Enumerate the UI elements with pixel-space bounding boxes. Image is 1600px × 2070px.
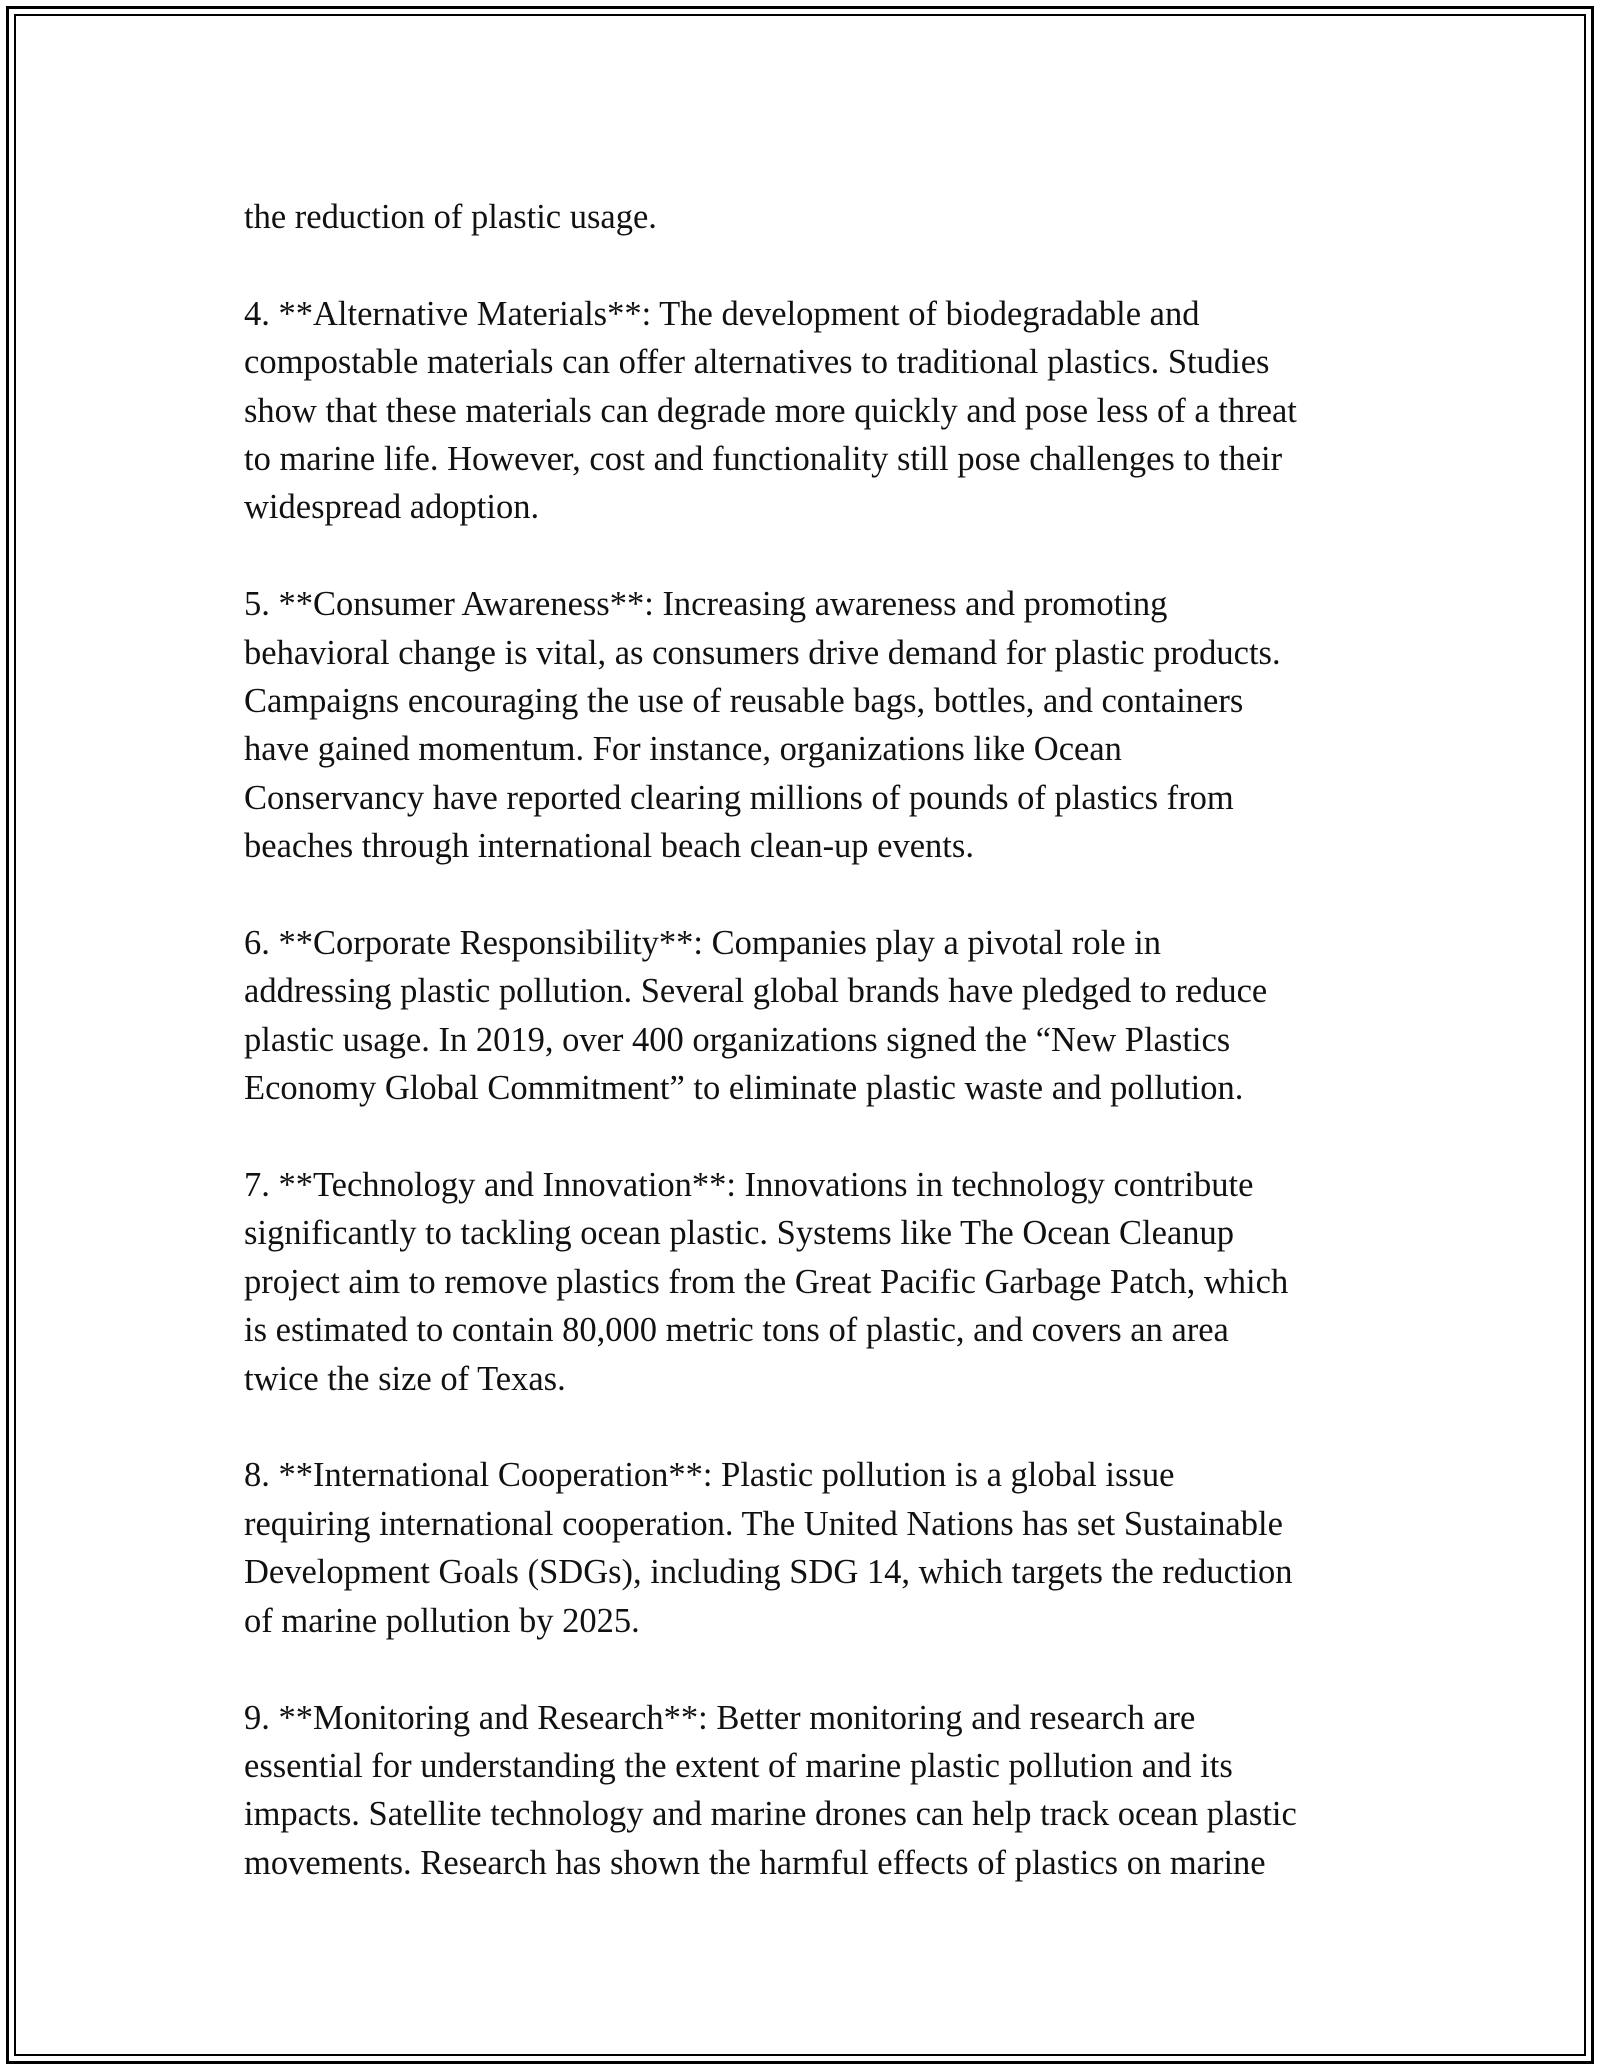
text-line: of marine pollution by 2025. [244,1601,640,1640]
paragraph-international-cooperation [244,1451,1384,1645]
text-line: project aim to remove plastics from the Great Pacific Garbage Patch, which [244,1262,1289,1301]
paragraph-corporate-responsibility [244,919,1384,1113]
text-line: plastic usage. In 2019, over 400 organizations signed the “New Plastics [244,1020,1231,1059]
text-line: twice the size of Texas. [244,1359,566,1398]
paragraph-technology-innovation [244,1161,1384,1403]
text-line: show that these materials can degrade more quickly and pose less of a threat [244,391,1297,430]
text-line: 4. **Alternative Materials**: The development of biodegradable and [244,294,1200,333]
paragraph-alternative-materials [244,290,1384,532]
text-line: Development Goals (SDGs), including SDG 14, which targets the reduction [244,1553,1293,1592]
text-line: essential for understanding the extent of marine plastic pollution and its [244,1746,1233,1785]
text-line: 7. **Technology and Innovation**: Innovations in technology contribute [244,1166,1254,1205]
text-line: movements. Research has shown the harmful effects of plastics on marine [244,1843,1266,1882]
text-line: Economy Global Commitment” to eliminate plastic waste and pollution. [244,1069,1244,1108]
paragraph-continuation [244,193,1384,241]
text-line: is estimated to contain 80,000 metric tons of plastic, and covers an area [244,1311,1229,1350]
text-line: 8. **International Cooperation**: Plastic pollution is a global issue [244,1456,1175,1495]
text-line: widespread adoption. [244,488,540,527]
text-line: 6. **Corporate Responsibility**: Companies play a pivotal role in [244,924,1161,963]
text-line: the reduction of plastic usage. [244,198,657,236]
text-line: addressing plastic pollution. Several global brands have pledged to reduce [244,972,1268,1011]
text-line: 5. **Consumer Awareness**: Increasing awareness and promoting [244,585,1168,624]
text-line: Conservancy have reported clearing millions of pounds of plastics from [244,778,1234,817]
document-body [244,193,1384,1936]
text-line: significantly to tackling ocean plastic. Systems like The Ocean Cleanup [244,1214,1235,1253]
text-line: beaches through international beach clean-up events. [244,827,974,866]
text-line: requiring international cooperation. The United Nations has set Sustainable [244,1504,1283,1543]
text-line: 9. **Monitoring and Research**: Better monitoring and research are [244,1698,1196,1737]
paragraph-monitoring-research [244,1694,1384,1888]
text-line: to marine life. However, cost and functionality still pose challenges to their [244,440,1283,479]
page-border [6,6,1594,2064]
text-line: compostable materials can offer alternatives to traditional plastics. Studies [244,343,1270,382]
paragraph-consumer-awareness [244,580,1384,870]
text-line: have gained momentum. For instance, organizations like Ocean [244,730,1122,769]
text-line: impacts. Satellite technology and marine drones can help track ocean plastic [244,1795,1297,1834]
text-line: behavioral change is vital, as consumers drive demand for plastic products. [244,633,1281,672]
text-line: Campaigns encouraging the use of reusable bags, bottles, and containers [244,682,1244,721]
